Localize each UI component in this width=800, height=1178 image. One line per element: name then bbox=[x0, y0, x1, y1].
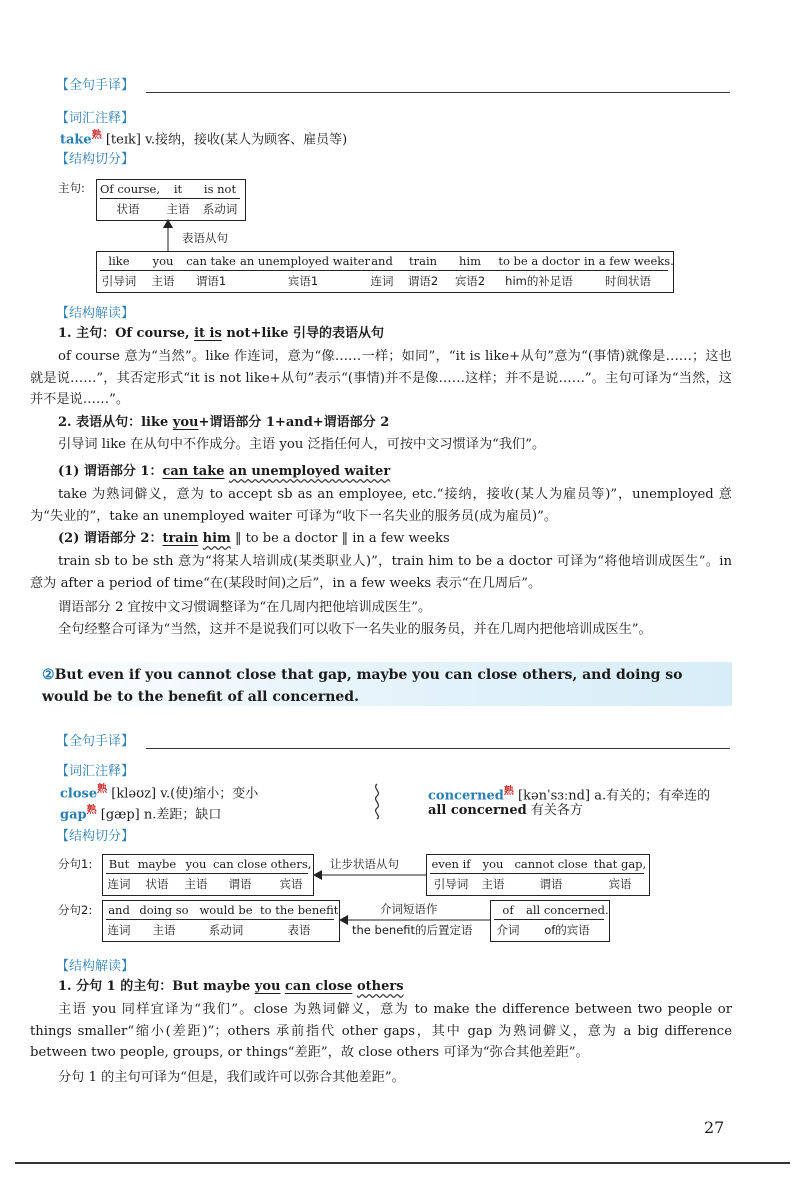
main-word: Of course, bbox=[100, 182, 160, 196]
subclause-word: even if bbox=[431, 857, 471, 871]
section-label-analysis: 【 结构解读 】 bbox=[56, 302, 134, 321]
familiar-word-badge-icon: 熟 bbox=[86, 805, 97, 816]
clause-word: and bbox=[371, 254, 393, 268]
familiar-word-badge-icon: 熟 bbox=[503, 786, 514, 797]
clause-word: in a few weeks. bbox=[584, 254, 674, 268]
vocab-entry-all-concerned: all concerned 有关各方 bbox=[428, 803, 583, 818]
sentence-text: But even if you cannot close that gap, maybe you can close others, and doing so would be to the benefit of all concerned. bbox=[42, 667, 683, 705]
clause-word: like bbox=[108, 254, 130, 268]
clause2-role: 系动词 bbox=[208, 923, 244, 937]
page-number: 27 bbox=[704, 1118, 725, 1137]
analysis-heading-1: 1. 主句：Of course, it is not+like 引导的表语从句 bbox=[58, 326, 385, 341]
clause1-role: 主语 bbox=[184, 877, 208, 891]
familiar-word-badge-icon: 熟 bbox=[91, 130, 102, 141]
analysis-paragraph: take 为熟词僻义，意为 to accept sb as an employee, etc.“接纳，接收(某人为雇员等)”，unemployed 意为“失业的”，take an unemployed waiter 可译为“收下一名失业的服务员(成为雇员)”。 bbox=[30, 487, 732, 524]
clause-word: you bbox=[152, 254, 174, 268]
familiar-word-badge-icon: 熟 bbox=[97, 784, 108, 795]
analysis-paragraph: 谓语部分 2 宜按中文习惯调整译为“在几周内把他培训成医生”。 bbox=[58, 600, 432, 615]
main-clause-label: 主句: bbox=[58, 181, 85, 195]
divider bbox=[106, 873, 308, 874]
pp-word: of bbox=[502, 903, 514, 917]
clause1-word: But bbox=[108, 857, 130, 871]
clause2-label: 分句2: bbox=[58, 903, 93, 917]
footer-rule bbox=[15, 1162, 790, 1164]
main-word: it bbox=[173, 182, 183, 196]
main-role: 主语 bbox=[166, 202, 190, 216]
clause-role: 主语 bbox=[151, 274, 175, 288]
clause1-word: others, bbox=[270, 857, 312, 871]
subclause-role: 主语 bbox=[481, 877, 505, 891]
section-label-structure: 【 结构切分 】 bbox=[56, 825, 134, 844]
spiral-binding-icon bbox=[370, 782, 384, 820]
main-word: is not bbox=[203, 182, 237, 196]
vocab-entry-gap: gap$^熟$ [gæp] n.差距；缺口 bbox=[60, 805, 222, 823]
vocab-entry-close: close$^熟$ [kləʊz] v.(使)缩小；变小 bbox=[60, 784, 259, 802]
up-arrow-icon bbox=[160, 218, 180, 252]
clause-role: him的补足语 bbox=[505, 274, 573, 288]
section-label-vocab: 【 词汇注释 】 bbox=[56, 107, 134, 126]
clause1-role: 谓语 bbox=[228, 877, 252, 891]
clause1-role: 宾语 bbox=[279, 877, 303, 891]
vocab-word: take bbox=[60, 132, 92, 148]
analysis-heading-2: 2. 表语从句：like you+谓语部分 1+and+谓语部分 2 bbox=[58, 415, 390, 430]
clause2-word: doing so bbox=[139, 903, 189, 917]
divider bbox=[100, 198, 240, 199]
divider bbox=[106, 919, 334, 920]
analysis-heading-4: (2) 谓语部分 2：train him ‖ to be a doctor ‖ in a few weeks bbox=[58, 531, 450, 546]
clause-role: 宾语1 bbox=[287, 274, 319, 288]
pp-role: of的宾语 bbox=[544, 923, 590, 937]
pp-role: 介词 bbox=[496, 923, 520, 937]
divider bbox=[100, 270, 668, 271]
clause-word: an unemployed waiter bbox=[240, 254, 371, 268]
clause2-word: would be bbox=[199, 903, 253, 917]
clause-role: 宾语2 bbox=[454, 274, 486, 288]
analysis-heading-3: (1) 谓语部分 1：can take an unemployed waiter bbox=[58, 464, 391, 479]
analysis-paragraph: 主语 you 同样宜译为“我们”。close 为熟词僻义，意为 to make the difference between two people or things smaller“缩小(差距)”；others 承前指代 other gaps，其中 gap 为熟词僻义，意为 a big difference between two people, groups, or things“差距”，故 close others 可译为“弥合其他差距”。 bbox=[30, 1002, 732, 1060]
sentence-2 bbox=[42, 664, 732, 708]
section-label-analysis: 【 结构解读 】 bbox=[56, 955, 134, 974]
subclause-role: 宾语 bbox=[608, 877, 632, 891]
pp-word: all concerned. bbox=[526, 903, 609, 917]
arrow2-sublabel: the benefit的后置定语 bbox=[352, 923, 473, 937]
clause2-word: and bbox=[108, 903, 130, 917]
translation-answer-line bbox=[146, 92, 730, 93]
clause1-role: 连词 bbox=[107, 877, 131, 891]
clause-role: 连词 bbox=[370, 274, 394, 288]
left-arrow-icon bbox=[312, 868, 426, 882]
clause1-role: 状语 bbox=[145, 877, 169, 891]
main-role: 状语 bbox=[116, 202, 140, 216]
subclause-word: cannot close bbox=[514, 857, 588, 871]
clause2-role: 连词 bbox=[107, 923, 131, 937]
analysis-paragraph: 引导词 like 在从句中不作成分。主语 you 泛指任何人，可按中文习惯译为“我们”。 bbox=[58, 437, 546, 452]
section-label-translation: 【 全句手译 】 bbox=[56, 74, 134, 93]
subclause-role: 谓语 bbox=[539, 877, 563, 891]
analysis-paragraph: 分句 1 的主句可译为“但是，我们或许可以弥合其他差距”。 bbox=[58, 1070, 405, 1085]
section-label-translation: 【 全句手译 】 bbox=[56, 730, 134, 749]
subclause-role: 引导词 bbox=[433, 877, 469, 891]
clause1-word: maybe bbox=[137, 857, 177, 871]
vocab-entry-take bbox=[60, 126, 347, 150]
clause2-word: to the benefit bbox=[260, 903, 339, 917]
section-label-structure: 【 结构切分 】 bbox=[56, 148, 134, 167]
clause-label: 表语从句 bbox=[182, 231, 228, 245]
clause-role: 引导词 bbox=[101, 274, 137, 288]
arrow1-label: 让步状语从句 bbox=[330, 857, 399, 871]
divider bbox=[494, 919, 604, 920]
clause-word: can take bbox=[186, 254, 236, 268]
clause1-word: can close bbox=[212, 857, 268, 871]
analysis2-heading-1: 1. 分句 1 的主句：But maybe you can close others bbox=[58, 979, 404, 994]
divider bbox=[430, 873, 644, 874]
arrow2-label: 介词短语作 bbox=[380, 902, 438, 916]
clause-word: him bbox=[459, 254, 481, 268]
analysis-paragraph: train sb to be sth 意为“将某人培训成(某类职业人)”，train him to be a doctor 可译为“将他培训成医生”。in 意为 after a period of time“在(某段时间)之后”，in a few weeks 表示“在几周后”。 bbox=[30, 554, 732, 591]
subclause-word: that gap, bbox=[593, 857, 647, 871]
vocab-definition: v.接纳，接收(某人为顾客、雇员等) bbox=[145, 132, 348, 148]
clause-word: to be a doctor bbox=[498, 254, 580, 268]
clause2-role: 主语 bbox=[152, 923, 176, 937]
clause-word: train bbox=[408, 254, 438, 268]
main-role: 系动词 bbox=[202, 202, 238, 216]
subclause-word: you bbox=[482, 857, 504, 871]
vocab-entry-concerned: concerned$^熟$ [kənˈsɜːnd] a.有关的；有牵连的 bbox=[428, 786, 711, 804]
clause1-label: 分句1: bbox=[58, 857, 93, 871]
clause-role: 谓语2 bbox=[407, 274, 439, 288]
clause2-role: 表语 bbox=[287, 923, 311, 937]
clause-role: 时间状语 bbox=[605, 274, 651, 288]
analysis-paragraph: of course 意为“当然”。like 作连词，意为“像……一样；如同”，“it is like+从句”意为“(事情)就像是……；这也就是说……”，其否定形式“it is not like+从句”表示“(事情)并不是像……这样；并不是说……”。主句可译为“当然，这并不是说……”。 bbox=[30, 349, 732, 407]
section-label-vocab: 【 词汇注释 】 bbox=[56, 760, 134, 779]
clause1-word: you bbox=[185, 857, 207, 871]
clause-role: 谓语1 bbox=[195, 274, 227, 288]
sentence-number: ② bbox=[42, 667, 55, 683]
translation-answer-line bbox=[146, 748, 730, 749]
analysis-paragraph: 全句经整合可译为“当然，这并不是说我们可以收下一名失业的服务员，并在几周内把他培训成医生”。 bbox=[58, 622, 652, 637]
vocab-phonetic: [teɪk] bbox=[105, 132, 141, 148]
